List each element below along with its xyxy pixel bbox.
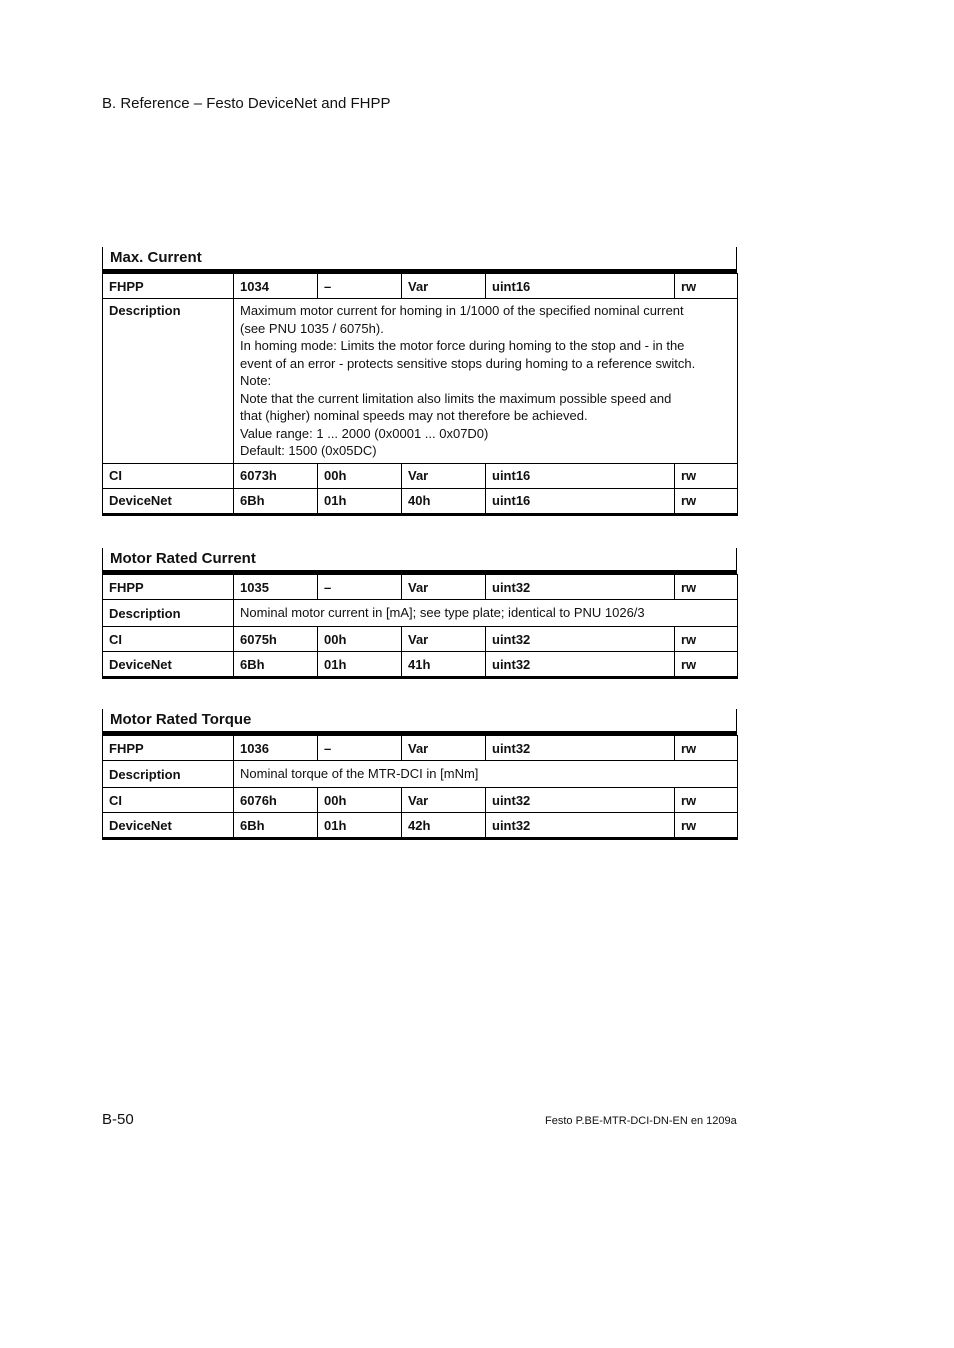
type-cell: uint32 [486,575,675,600]
instance-cell: 01h [318,652,402,678]
access-cell: rw [675,788,738,813]
description-line: Note: [240,373,272,388]
document-reference: Festo P.BE-MTR-DCI-DN-EN en 1209a [545,1115,737,1127]
ci-row [103,463,738,488]
access-cell: rw [675,463,738,488]
fhpp-row [103,736,738,761]
type-cell: uint16 [486,488,675,514]
fhpp-row [103,575,738,600]
ci-row [103,627,738,652]
type-cell: uint16 [486,274,675,299]
description-line: Value range: 1 ... 2000 (0x0001 ... 0x07D0) [240,425,489,441]
row-label: CI [103,627,234,652]
param-block-motor-rated-torque [102,709,737,840]
row-label: Description [103,761,234,788]
description-cell [234,299,738,464]
attribute-cell: 41h [402,652,486,678]
devicenet-row [103,813,738,839]
row-label: Description [103,299,234,464]
kind-cell: Var [402,627,486,652]
kind-cell: Var [402,463,486,488]
kind-cell: Var [402,736,486,761]
index-cell: 6076h [234,788,318,813]
type-cell: uint32 [486,813,675,839]
class-cell: 6Bh [234,813,318,839]
class-cell: 6Bh [234,652,318,678]
subindex-cell: 00h [318,627,402,652]
instance-cell: 01h [318,488,402,514]
description-row [103,600,738,627]
row-label: DeviceNet [103,652,234,678]
page-number: B-50 [102,1111,134,1128]
row-label: CI [103,788,234,813]
ci-row [103,788,738,813]
subindex-cell: 00h [318,788,402,813]
subindex-cell: – [318,575,402,600]
description-line: Nominal motor current in [mA]; see type plate; identical to PNU 1026/3 [240,605,645,621]
access-cell: rw [675,274,738,299]
subindex-cell: – [318,736,402,761]
row-label: DeviceNet [103,813,234,839]
row-label: FHPP [103,274,234,299]
row-label: FHPP [103,736,234,761]
type-cell: uint16 [486,463,675,488]
param-block-motor-rated-current [102,548,737,679]
kind-cell: Var [402,575,486,600]
pnu-cell: 1034 [234,274,318,299]
type-cell: uint32 [486,736,675,761]
access-cell: rw [675,813,738,839]
description-line: Note that the current limitation also limits the maximum possible speed and [240,390,672,406]
devicenet-row [103,652,738,678]
fhpp-row [103,274,738,299]
description-line: In homing mode: Limits the motor force during homing to the stop and - in the [240,338,685,353]
type-cell: uint32 [486,627,675,652]
param-table [102,574,738,679]
row-label: DeviceNet [103,488,234,514]
access-cell: rw [675,652,738,678]
devicenet-row [103,488,738,514]
description-line: Maximum motor current for homing in 1/1000 of the specified nominal current [240,303,684,318]
param-title: Motor Rated Current [102,548,737,574]
class-cell: 6Bh [234,488,318,514]
param-table [102,735,738,840]
index-cell: 6073h [234,463,318,488]
kind-cell: Var [402,274,486,299]
kind-cell: Var [402,788,486,813]
index-cell: 6075h [234,627,318,652]
type-cell: uint32 [486,652,675,678]
description-row [103,761,738,788]
subindex-cell: – [318,274,402,299]
description-cell [234,600,738,627]
instance-cell: 01h [318,813,402,839]
attribute-cell: 42h [402,813,486,839]
type-cell: uint32 [486,788,675,813]
access-cell: rw [675,575,738,600]
pnu-cell: 1035 [234,575,318,600]
page-header: B. Reference – Festo DeviceNet and FHPP [102,95,391,112]
access-cell: rw [675,488,738,514]
description-line: that (higher) nominal speeds may not therefore be achieved. [240,408,588,423]
description-line: event of an error - protects sensitive stops during homing to a reference switch. [240,355,696,371]
description-line: Nominal torque of the MTR-DCI in [mNm] [240,766,479,782]
attribute-cell: 40h [402,488,486,514]
row-label: FHPP [103,575,234,600]
param-title: Max. Current [102,247,737,273]
row-label: CI [103,463,234,488]
subindex-cell: 00h [318,463,402,488]
access-cell: rw [675,627,738,652]
description-cell [234,761,738,788]
description-line: (see PNU 1035 / 6075h). [240,320,384,336]
param-title: Motor Rated Torque [102,709,737,735]
description-row [103,299,738,464]
row-label: Description [103,600,234,627]
description-line: Default: 1500 (0x05DC) [240,443,377,458]
access-cell: rw [675,736,738,761]
pnu-cell: 1036 [234,736,318,761]
param-block-max-current [102,247,737,516]
param-table [102,273,738,516]
